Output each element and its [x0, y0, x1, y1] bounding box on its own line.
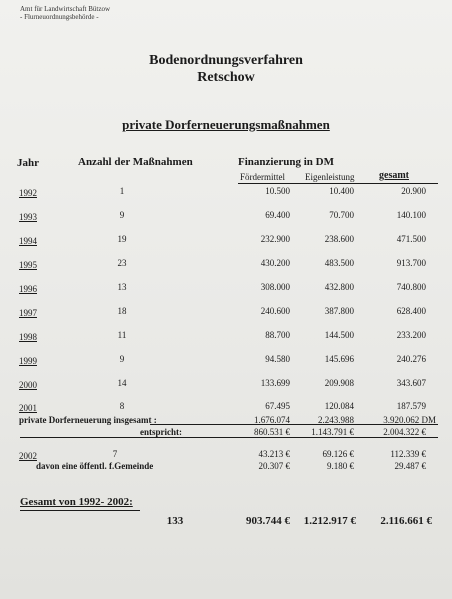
- row-count: 9: [119, 354, 125, 364]
- row-year: 1992: [19, 188, 37, 198]
- row-eigen: 70.700: [329, 210, 354, 220]
- row-gesamt: 740.800: [396, 282, 426, 292]
- column-header-financing: Finanzierung in DM: [238, 156, 334, 168]
- row-gesamt: 471.500: [396, 234, 426, 244]
- gemeinde-foerder: 20.307 €: [258, 461, 290, 471]
- row-gesamt: 140.100: [396, 210, 426, 220]
- total-eur-eigen: 1.143.791 €: [311, 427, 354, 437]
- column-header-eigenleistung: Eigenleistung: [305, 172, 355, 182]
- row-count: 11: [117, 330, 127, 340]
- section-title: private Dorferneuerungsmaßnahmen: [122, 117, 330, 132]
- grand-total-gesamt: 2.116.661 €: [380, 515, 432, 527]
- total-eur-foerder: 860.531 €: [254, 427, 290, 437]
- total-dm-gesamt: 3.920.062 DM: [383, 415, 436, 425]
- row-count: 1: [119, 186, 125, 196]
- row-gesamt: 628.400: [396, 306, 426, 316]
- row-gesamt: 20.900: [401, 186, 426, 196]
- total-dm-label: private Dorferneuerung insgesamt :: [19, 415, 157, 425]
- row-foerder: 10.500: [265, 186, 290, 196]
- row-eigen: 483.500: [324, 258, 354, 268]
- row-year: 2001: [19, 403, 37, 413]
- grand-total-label-rule: [20, 510, 140, 511]
- row-year: 1997: [19, 308, 37, 318]
- row-gesamt: 240.276: [396, 354, 426, 364]
- row-gesamt: 913.700: [396, 258, 426, 268]
- row-eigen: 120.084: [324, 401, 354, 411]
- grand-total-count: 133: [166, 515, 184, 527]
- row-count: 14: [117, 378, 127, 388]
- total-eur-gesamt: 2.004.322 €: [383, 427, 426, 437]
- total-dm-foerder: 1.676.074: [254, 415, 290, 425]
- row-foerder: 69.400: [265, 210, 290, 220]
- authority-department: - Flurneuordnungsbehörde -: [20, 13, 99, 21]
- row-count: 9: [119, 210, 125, 220]
- gesamt-2002: 112.339 €: [390, 449, 426, 459]
- row-count: 23: [117, 258, 127, 268]
- row-foerder: 240.600: [260, 306, 290, 316]
- row-year: 2000: [19, 380, 37, 390]
- column-header-foerdermittel: Fördermittel: [240, 172, 285, 182]
- total-eur-label: entspricht:: [140, 427, 182, 437]
- row-year: 1999: [19, 356, 37, 366]
- gemeinde-gesamt: 29.487 €: [394, 461, 426, 471]
- column-header-year: Jahr: [17, 157, 39, 169]
- row-count: 8: [119, 401, 125, 411]
- count-2002: 7: [112, 449, 118, 459]
- total-rule: [150, 424, 438, 425]
- document-title: Bodenordnungsverfahren: [149, 53, 303, 68]
- row-gesamt: 343.607: [396, 378, 426, 388]
- section-divider: [20, 437, 438, 438]
- row-gesamt: 233.200: [396, 330, 426, 340]
- row-year: 1998: [19, 332, 37, 342]
- row-eigen: 209.908: [324, 378, 354, 388]
- row-eigen: 387.800: [324, 306, 354, 316]
- grand-total-eigen: 1.212.917 €: [303, 515, 356, 527]
- row-foerder: 88.700: [265, 330, 290, 340]
- row-count: 18: [117, 306, 127, 316]
- row-eigen: 432.800: [324, 282, 354, 292]
- row-foerder: 308.000: [260, 282, 290, 292]
- authority-name: Amt für Landwirtschaft Bützow: [20, 5, 111, 13]
- row-year: 1995: [19, 260, 37, 270]
- row-year: 1994: [19, 236, 37, 246]
- row-foerder: 430.200: [260, 258, 290, 268]
- foerder-2002: 43.213 €: [258, 449, 290, 459]
- row-foerder: 232.900: [260, 234, 290, 244]
- total-dm-eigen: 2.243.988: [318, 415, 354, 425]
- document-place: Retschow: [197, 70, 255, 85]
- row-foerder: 94.580: [265, 354, 290, 364]
- row-eigen: 10.400: [329, 186, 354, 196]
- row-eigen: 145.696: [324, 354, 354, 364]
- column-header-count: Anzahl der Maßnahmen: [78, 156, 193, 168]
- year-2002: 2002: [19, 451, 37, 461]
- row-foerder: 67.495: [265, 401, 290, 411]
- row-eigen: 238.600: [324, 234, 354, 244]
- grand-total-label: Gesamt von 1992- 2002:: [20, 496, 133, 508]
- row-year: 1996: [19, 284, 37, 294]
- grand-total-foerder: 903.744 €: [246, 515, 290, 527]
- row-foerder: 133.699: [260, 378, 290, 388]
- row-count: 13: [117, 282, 127, 292]
- row-eigen: 144.500: [324, 330, 354, 340]
- row-count: 19: [117, 234, 127, 244]
- column-header-gesamt: gesamt: [379, 170, 409, 181]
- eigen-2002: 69.126 €: [322, 449, 354, 459]
- row-year: 1993: [19, 212, 37, 222]
- header-rule: [238, 183, 438, 184]
- gemeinde-label: davon eine öffentl. f.Gemeinde: [36, 461, 154, 471]
- gemeinde-eigen: 9.180 €: [327, 461, 354, 471]
- row-gesamt: 187.579: [396, 401, 426, 411]
